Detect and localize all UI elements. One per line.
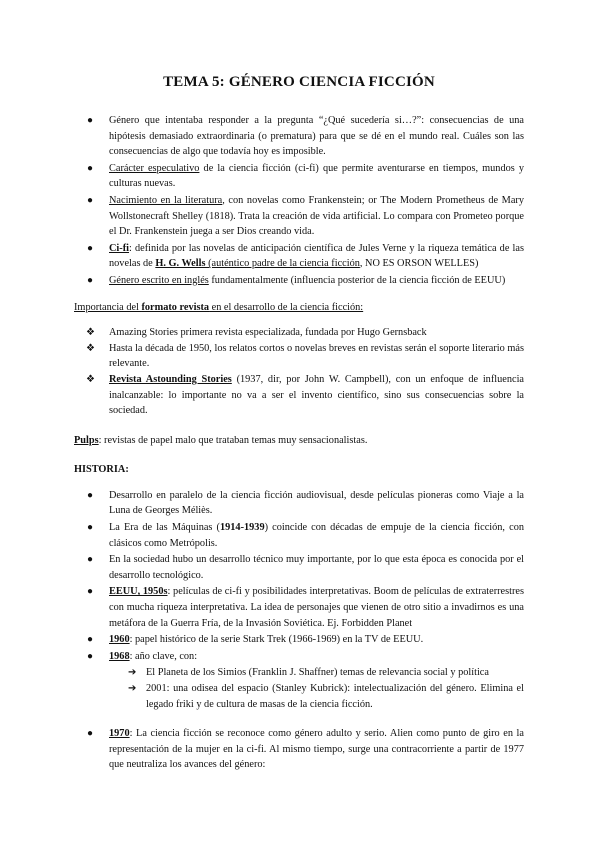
bullet-icon: ● [87,242,94,254]
pulps-label: Pulps [74,434,99,446]
bullet-icon: ● [87,194,94,206]
formato-item-3-text: (1937, dir, por John W. Campbell), con un enfoque de influencia inalcanzable: lo importante no va a ser el invento científico, sino sus consecuencias sobre la sociedad. [109,373,524,417]
historia-sub-item-2 [74,681,524,712]
intro-item-3 [74,193,524,240]
bullet-icon: ● [87,162,94,174]
historia-item-6-term: 1968 [109,650,130,662]
pulps-text: : revistas de papel malo que trataban temas muy sensacionalistas. [98,434,368,446]
bullet-icon: ● [87,489,94,501]
intro-item-4-end: , NO ES ORSON WELLES) [359,258,479,270]
bullet-icon: ● [87,522,94,534]
formato-heading-post: en el desarrollo de la ciencia ficción: [209,301,364,313]
intro-item-1 [74,113,524,160]
intro-item-1-text: Género que intentaba responder a la pregunta “¿Qué sucedería si…?”: consecuencias de una hipótesis demasiado extraordinaria (o prematura) para que se dé en el mundo real. Cuáles son las consecuencias de algo que todavía hoy es imposible. [109,115,524,158]
intro-item-4-term: Ci-fi [109,242,130,254]
bullet-icon: ● [87,650,94,662]
historia-item-4-text: : películas de ci-fi y posibilidades interpretativas. Boom de películas de extraterrestres con mucha riqueza interpretativa. La idea de personajes que vienen de otro sitio a invadirnos es una metáfora de la Guerra Fría, de la Invasión Soviética. Ej. Forbidden Planet [109,586,524,629]
intro-item-3-text: , con novelas como Frankenstein; or The Modern Prometheus de Mary Wollstonecraft Shelley (1818). Trata la creación de vida artificial. Lo compara con Prometeo porque el Dr. Frankenstein juega a ser Dios creando vida. [109,194,524,238]
historia-item-3-text: En la sociedad hubo un desarrollo técnico muy importante, por lo que esta época es conocida por el desarrollo tecnológico. [109,554,524,581]
arrow-right-icon: ➔ [128,667,137,679]
formato-item-2-text: Hasta la década de 1950, los relatos cortos o novelas breves en revistas serán el soporte literario más relevante. [109,342,524,370]
historia-item-6 [74,649,524,665]
historia-item-5-text: : papel histórico de la serie Stark Trek (1966-1969) en la TV de EEUU. [129,634,424,646]
formato-item-1 [74,325,524,341]
diamond-bullet-icon: ❖ [86,373,95,385]
formato-list [74,325,524,419]
historia-item-1 [74,488,524,519]
intro-item-2 [74,161,524,192]
diamond-bullet-icon: ❖ [86,327,95,339]
bullet-icon: ● [87,554,94,566]
historia-list [74,488,524,665]
historia-sub-item-1-text: El Planeta de los Simios (Franklin J. Shaffner) temas de relevancia social y política [146,667,489,679]
historia-item-5-term: 1960 [109,634,130,646]
historia-item-7-text: : La ciencia ficción se reconoce como género adulto y serio. Alien como punto de giro en la representación de la mujer en la ci-fi. Al mismo tiempo, surge una contracorriente a partir de 1977 que neutraliza los avances del género: [109,728,524,771]
formato-item-3-term: Revista Astounding Stories [109,373,232,385]
intro-item-5-term: Género escrito en inglés [109,274,209,286]
historia-item-4 [74,584,524,631]
historia-item-2 [74,520,524,551]
historia-sub-item-1 [74,665,524,681]
historia-list-2 [74,726,524,773]
bullet-icon: ● [87,728,94,740]
diamond-bullet-icon: ❖ [86,342,95,354]
historia-sublist [74,665,524,712]
formato-heading-bold: formato revista [141,301,210,313]
page-title: TEMA 5: GÉNERO CIENCIA FICCIÓN [163,74,435,90]
intro-item-4-wells: H. G. Wells [155,258,206,270]
bullet-icon: ● [87,115,94,126]
historia-item-4-term: EEUU, 1950s [109,586,168,598]
historia-item-1-text: Desarrollo en paralelo de la ciencia ficción audiovisual, desde películas pioneras como Viaje a la Luna de Georges Méliès. [109,489,524,517]
formato-item-3 [74,372,524,419]
intro-item-4 [74,241,524,272]
formato-heading-pre: Importancia del [74,301,142,313]
bullet-icon: ● [87,274,94,286]
historia-sub-item-2-text: 2001: una odisea del espacio (Stanley Kubrick): intelectualización del género. Elimina el legado friki y de cultura de masas de la ciencia ficción. [146,683,524,710]
historia-item-2-years: 1914-1939 [219,522,265,534]
historia-item-5 [74,632,524,648]
intro-item-4-text: : definida por las novelas de anticipación científica de Jules Verne y la riqueza temática de las novelas de [109,242,524,270]
formato-item-1-text: Amazing Stories primera revista especializada, fundada por Hugo Gernsback [109,327,427,339]
intro-item-3-term: Nacimiento en la literatura [109,194,223,206]
intro-item-2-text: de la ciencia ficción (ci-fi) que permite aventurarse en tiempos, mundos y culturas nuevas. [109,162,524,190]
historia-item-2-pre: La Era de las Máquinas ( [109,522,220,534]
bullet-icon: ● [87,586,94,598]
historia-item-7 [74,726,524,773]
pulps-paragraph [74,433,524,449]
historia-item-3 [74,552,524,583]
intro-item-2-term: Carácter especulativo [109,162,200,174]
formato-heading [74,300,524,316]
intro-list [74,113,524,289]
historia-heading: HISTORIA: [74,464,129,476]
arrow-right-icon: ➔ [128,683,137,694]
historia-item-2-post: ) coincide con décadas de empuje de la ciencia ficción, con clásicos como Metrópolis. [109,522,524,549]
bullet-icon: ● [87,634,94,646]
intro-item-5 [74,273,524,289]
historia-item-7-term: 1970 [109,728,130,740]
intro-item-4-father: (auténtico padre de la ciencia ficción [205,258,360,270]
historia-item-6-text: : año clave, con: [129,650,198,662]
formato-item-2 [74,341,524,372]
intro-item-5-text: fundamentalmente (influencia posterior de la ciencia ficción de EEUU) [208,274,506,286]
